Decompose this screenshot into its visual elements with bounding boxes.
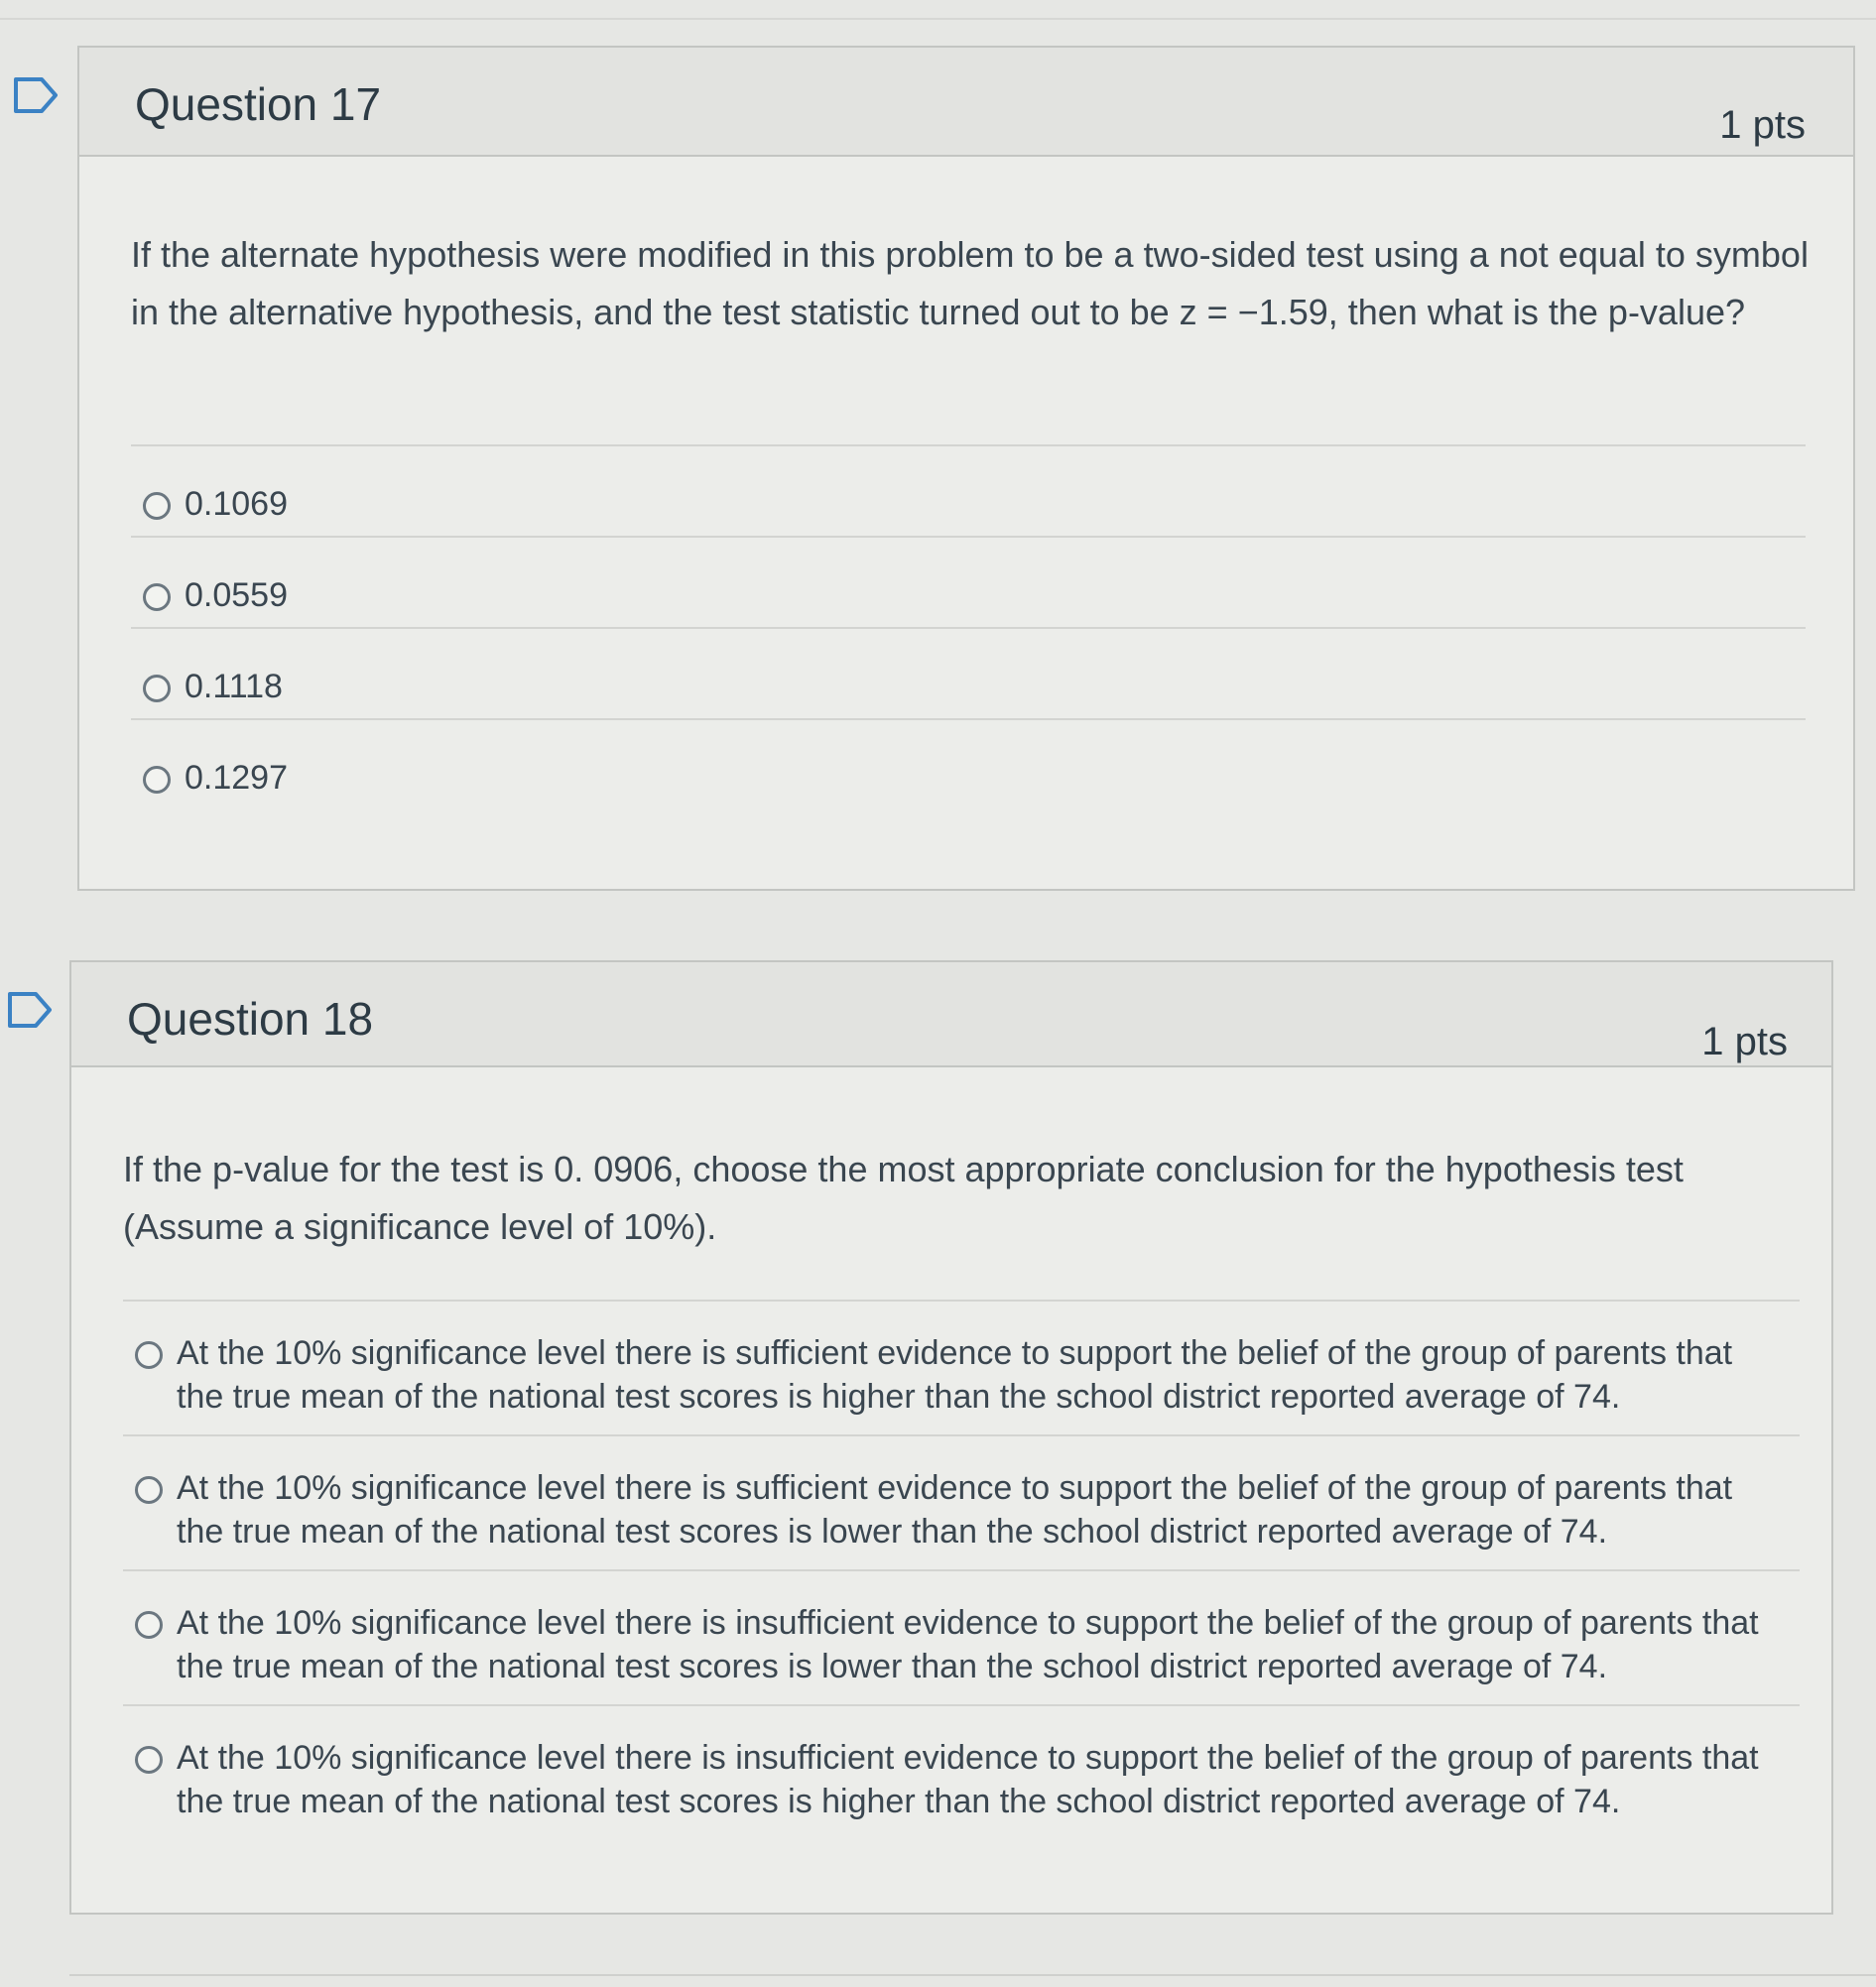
radio-button[interactable]	[143, 492, 171, 520]
answer-option[interactable]	[131, 536, 1806, 627]
question-text: If the alternate hypothesis were modified in this problem to be a two-sided test using a not equal to symbol in the alternative hypothesis, and the test statistic turned out to be z = −1.59, then what is the p-value?	[131, 234, 1809, 332]
radio-button[interactable]	[135, 1341, 163, 1369]
question-title: Question 18	[127, 993, 374, 1045]
bottom-divider	[69, 1974, 1876, 1976]
answer-label: At the 10% significance level there is insufficient evidence to support the belief of the group of parents that the true mean of the national test scores is lower than the school district reported average of 74.	[177, 1604, 1759, 1685]
answer-option[interactable]	[123, 1434, 1800, 1569]
answer-label: At the 10% significance level there is sufficient evidence to support the belief of the group of parents that the true mean of the national test scores is lower than the school district reported average of 74.	[177, 1469, 1733, 1551]
flag-question-icon[interactable]	[6, 990, 56, 1030]
answer-option[interactable]	[131, 718, 1806, 809]
radio-button[interactable]	[135, 1476, 163, 1504]
radio-button[interactable]	[143, 675, 171, 702]
question-points: 1 pts	[1719, 103, 1806, 147]
radio-button[interactable]	[143, 766, 171, 794]
radio-button[interactable]	[135, 1746, 163, 1774]
answer-option[interactable]	[131, 627, 1806, 718]
radio-button[interactable]	[143, 583, 171, 611]
question-header	[79, 48, 1853, 157]
question-title: Question 17	[135, 78, 382, 130]
flag-question-icon[interactable]	[12, 75, 62, 115]
answer-option[interactable]	[123, 1300, 1800, 1434]
question-18-card	[69, 960, 1833, 1915]
answer-option[interactable]	[131, 444, 1806, 536]
radio-button[interactable]	[135, 1611, 163, 1639]
question-points: 1 pts	[1701, 1020, 1788, 1063]
answer-label: At the 10% significance level there is insufficient evidence to support the belief of the group of parents that the true mean of the national test scores is higher than the school district reported average of 74.	[177, 1739, 1759, 1820]
question-header	[71, 962, 1831, 1067]
answer-label: 0.1118	[185, 668, 283, 705]
top-divider	[0, 18, 1876, 20]
question-text: If the p-value for the test is 0. 0906, choose the most appropriate conclusion for the hypothesis test (Assume a significance level of 10%).	[123, 1149, 1684, 1247]
answer-label: 0.1297	[185, 759, 288, 797]
answer-option[interactable]	[123, 1704, 1800, 1839]
question-17-card	[77, 46, 1855, 891]
answer-label: 0.1069	[185, 485, 288, 523]
answer-option[interactable]	[123, 1569, 1800, 1704]
answer-label: 0.0559	[185, 576, 288, 614]
answer-label: At the 10% significance level there is sufficient evidence to support the belief of the group of parents that the true mean of the national test scores is higher than the school district reported average of 74.	[177, 1334, 1733, 1416]
